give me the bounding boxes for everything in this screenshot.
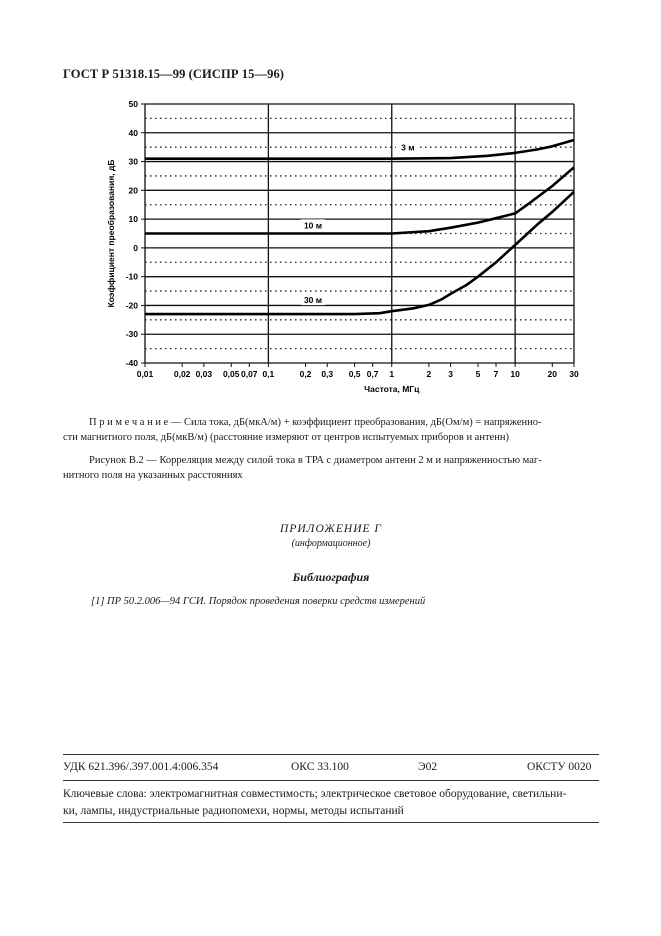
bibliography-item: [1] ПР 50.2.006—94 ГСИ. Порядок проведения поверки средств измерений bbox=[91, 596, 426, 607]
chart-labels bbox=[106, 99, 579, 394]
y-tick-label: 0 bbox=[133, 242, 138, 253]
x-tick-label: 7 bbox=[493, 369, 499, 379]
footer-okstu: ОКСТУ 0020 bbox=[527, 761, 592, 773]
y-tick-label: 40 bbox=[128, 127, 138, 138]
x-tick-label: 0,05 bbox=[222, 369, 240, 379]
x-tick-label: 0,02 bbox=[173, 369, 191, 379]
figure-note: П р и м е ч а н и е — Сила тока, дБ(мкА/м) + коэффициент преобразования, дБ(Ом/м) = напряженно- сти магнитного поля, дБ(мкВ/м) (расстояние измеряют от центров испытуемых приборов и антенн) bbox=[63, 415, 599, 445]
bibliography-title: Библиография bbox=[292, 570, 370, 584]
series-line bbox=[145, 192, 574, 314]
x-tick-label: 3 bbox=[448, 369, 453, 379]
footer-rule-bottom bbox=[63, 822, 599, 823]
y-tick-label: -30 bbox=[125, 329, 138, 340]
x-tick-label: 10 bbox=[510, 369, 520, 379]
y-tick-label: -40 bbox=[125, 358, 138, 368]
document-header: ГОСТ Р 51318.15—99 (СИСПР 15—96) bbox=[63, 67, 285, 81]
chart-series bbox=[145, 140, 574, 314]
x-tick-label: 0,5 bbox=[348, 369, 361, 379]
x-tick-label: 0,3 bbox=[321, 369, 334, 379]
series-line bbox=[145, 167, 574, 233]
footer-oks: ОКС 33.100 bbox=[291, 761, 349, 773]
x-tick-label: 30 bbox=[569, 369, 579, 379]
footer-code: Э02 bbox=[418, 761, 438, 773]
y-tick-label: 30 bbox=[128, 156, 138, 167]
y-tick-label: -20 bbox=[125, 300, 138, 311]
appendix-title: ПРИЛОЖЕНИЕ Г bbox=[280, 523, 382, 535]
x-tick-label: 20 bbox=[547, 369, 558, 379]
chart-grid bbox=[141, 104, 574, 367]
note-continuation: сти магнитного поля, дБ(мкВ/м) (расстояние измеряют от центров испытуемых приборов и антенн) bbox=[63, 432, 509, 443]
keywords: Ключевые слова: электромагнитная совместимость; электрическое световое оборудование, светильни- ки, лампы, индустриальные радиопомехи, нормы, методы испытаний bbox=[63, 788, 567, 817]
y-tick-label: 50 bbox=[128, 99, 138, 109]
footer-rule-top bbox=[63, 754, 599, 755]
appendix-subtitle: (информационное) bbox=[291, 538, 371, 549]
footer-rule-mid bbox=[63, 780, 599, 781]
x-tick-label: 0,01 bbox=[136, 369, 154, 379]
series-line bbox=[145, 140, 574, 159]
caption-continuation: нитного поля на указанных расстояниях bbox=[63, 470, 243, 481]
x-axis-label: Частота, МГц bbox=[364, 384, 420, 394]
footer-udk: УДК 621.396/.397.001.4:006.354 bbox=[63, 761, 219, 773]
y-tick-label: -10 bbox=[125, 271, 138, 282]
x-tick-label: 0,2 bbox=[299, 369, 312, 379]
y-tick-label: 20 bbox=[128, 185, 138, 196]
x-tick-label: 2 bbox=[426, 369, 432, 379]
x-tick-label: 0,07 bbox=[240, 369, 258, 379]
series-label: 30 м bbox=[303, 295, 323, 306]
conversion-factor-chart bbox=[100, 96, 620, 401]
series-label: 3 м bbox=[401, 142, 415, 153]
series-label: 10 м bbox=[303, 220, 323, 231]
x-tick-label: 0,03 bbox=[195, 369, 213, 379]
figure-caption: Рисунок В.2 — Корреляция между силой тока в ТРА с диаметром антенн 2 м и напряженностью маг- нитного поля на указанных расстояниях bbox=[63, 453, 599, 483]
y-axis-label: Коэффициент преобразования, дБ bbox=[106, 159, 116, 308]
y-tick-label: 10 bbox=[128, 214, 138, 225]
note-label: П р и м е ч а н и е bbox=[89, 417, 169, 428]
x-tick-label: 0,1 bbox=[262, 369, 275, 379]
x-tick-label: 1 bbox=[389, 369, 395, 379]
x-tick-label: 5 bbox=[475, 369, 481, 379]
x-tick-label: 0,7 bbox=[366, 369, 379, 379]
